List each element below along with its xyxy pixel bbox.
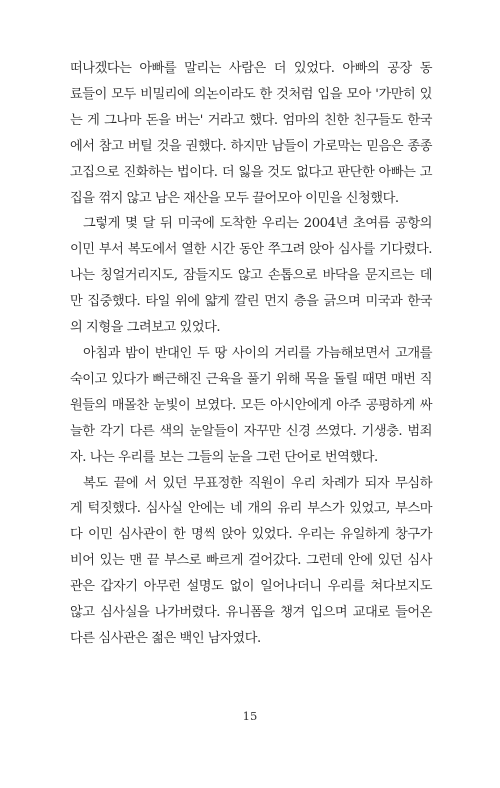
text-line: 에서 참고 버틸 것을 권했다. 하지만 남들이 가로막는 믿음은 종종 <box>70 138 432 154</box>
text-line: 게 턱짓했다. 심사실 안에는 네 개의 유리 부스가 있었고, 부스마 <box>70 501 432 517</box>
text-line: 않고 심사실을 나가버렸다. 유니폼을 챙겨 입으며 교대로 들어온 <box>70 605 432 621</box>
text-line: 자. 나는 우리를 보는 그들의 눈을 그런 단어로 번역했다. <box>70 449 378 465</box>
text-line: 료들이 모두 비밀리에 의논이라도 한 것처럼 입을 모아 '가만히 있 <box>70 86 432 102</box>
text-line: 복도 끝에 서 있던 무표정한 직원이 우리 차례가 되자 무심하 <box>83 475 432 491</box>
body-text <box>70 56 432 652</box>
text-line: 그렇게 몇 달 뒤 미국에 도착한 우리는 2004년 초여름 공항의 <box>83 216 432 232</box>
text-line: 떠나겠다는 아빠를 말리는 사람은 더 있었다. 아빠의 공장 동 <box>70 61 432 76</box>
page-number: 15 <box>242 709 258 723</box>
text-line: 다 이민 심사관이 한 명씩 앉아 있었다. 우리는 유일하게 창구가 <box>70 527 432 543</box>
text-line: 아침과 밤이 반대인 두 땅 사이의 거리를 가늠해보면서 고개를 <box>83 345 432 361</box>
text-line: 의 지형을 그려보고 있었다. <box>70 320 221 336</box>
text-line: 이민 부서 복도에서 열한 시간 동안 쭈그려 앉아 심사를 기다렸다. <box>70 242 432 258</box>
text-line: 원들의 매몰찬 눈빛이 보였다. 모든 아시안에게 아주 공평하게 싸 <box>70 397 432 413</box>
text-line: 다른 심사관은 젊은 백인 남자였다. <box>70 630 261 646</box>
text-line: 집을 꺾지 않고 남은 재산을 모두 끌어모아 이민을 신청했다. <box>70 190 399 206</box>
text-line: 만 집중했다. 타일 위에 얇게 깔린 먼지 층을 긁으며 미국과 한국 <box>70 294 432 310</box>
text-line: 숙이고 있다가 뻐근해진 근육을 풀기 위해 목을 돌릴 때면 매번 직 <box>70 371 432 387</box>
text-line: 늘한 각기 다른 색의 눈알들이 자꾸만 신경 쓰였다. 기생충. 범죄 <box>70 423 432 439</box>
text-line: 고집으로 진화하는 법이다. 더 잃을 것도 없다고 판단한 아빠는 고 <box>70 164 432 180</box>
text-line: 나는 칭얼거리지도, 잠들지도 않고 손톱으로 바닥을 문지르는 데 <box>70 268 432 284</box>
text-line: 관은 갑자기 아무런 설명도 없이 일어나더니 우리를 쳐다보지도 <box>70 579 432 595</box>
text-line: 비어 있는 맨 끝 부스로 빠르게 걸어갔다. 그런데 안에 있던 심사 <box>70 553 432 569</box>
text-line: 는 게 그나마 돈을 버는' 거라고 했다. 엄마의 친한 친구들도 한국 <box>70 112 432 128</box>
